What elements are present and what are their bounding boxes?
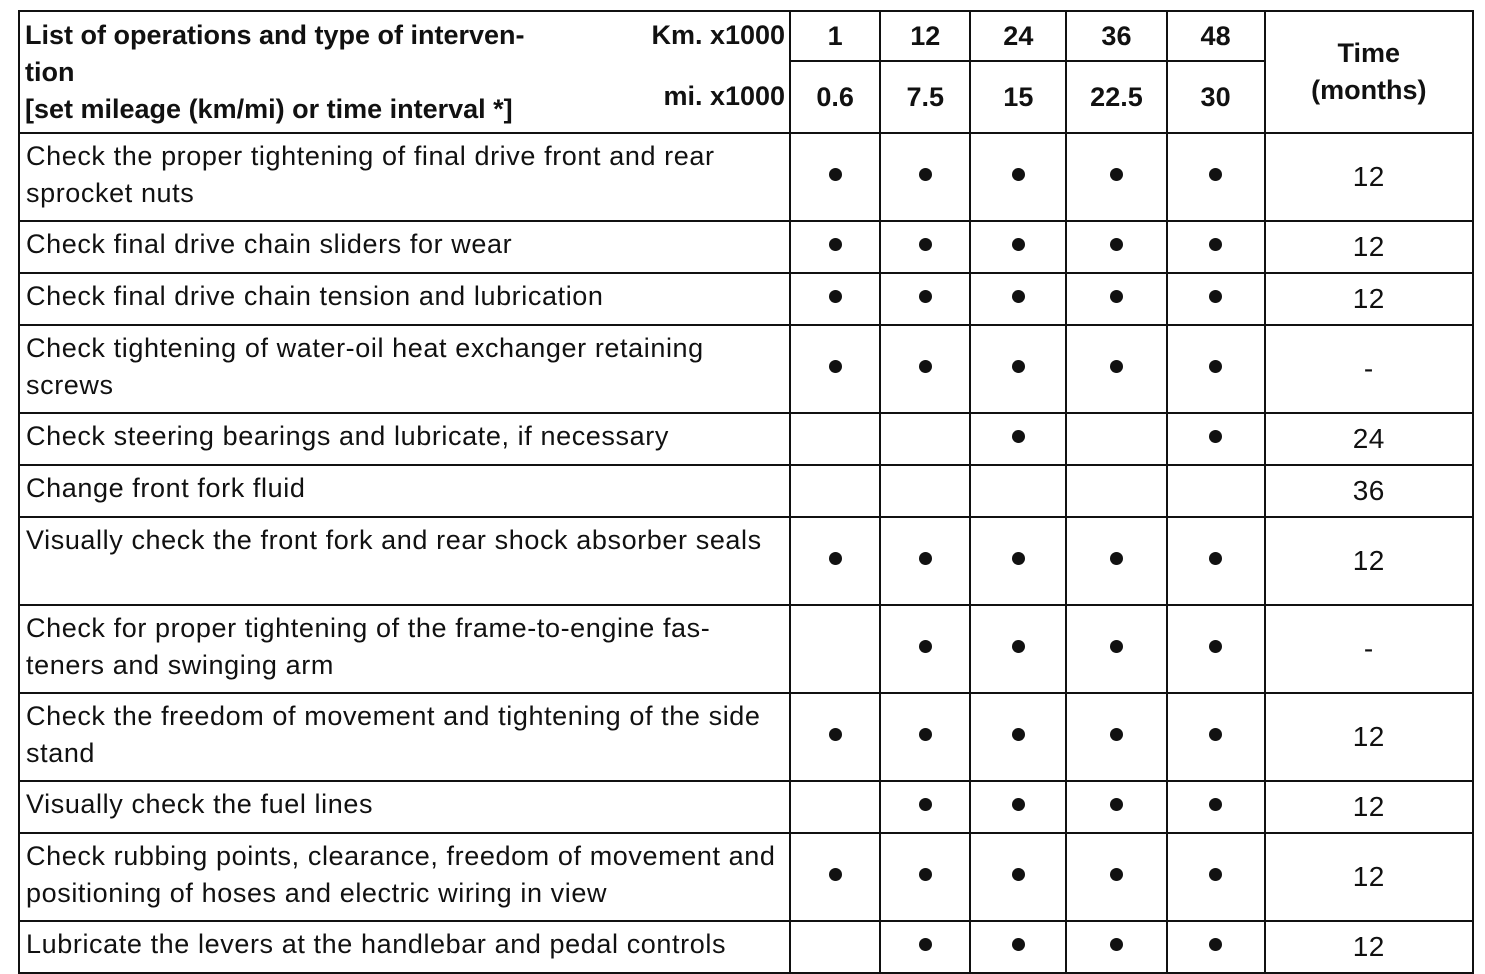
interval-cell-2	[880, 605, 970, 693]
interval-cell-4	[1066, 781, 1166, 833]
interval-cell-4	[1066, 413, 1166, 465]
scheduled-dot-icon	[1209, 360, 1222, 373]
scheduled-dot-icon	[829, 728, 842, 741]
interval-cell-5	[1167, 413, 1265, 465]
interval-cell-2	[880, 693, 970, 781]
header-operations-cell	[19, 11, 790, 133]
scheduled-dot-icon	[919, 640, 932, 653]
interval-cell-2	[880, 833, 970, 921]
scheduled-dot-icon	[1110, 640, 1123, 653]
interval-cell-3	[970, 693, 1066, 781]
interval-cell-1	[790, 273, 880, 325]
interval-cell-4	[1066, 325, 1166, 413]
scheduled-dot-icon	[1012, 430, 1025, 443]
operation-description: Check tightening of water-oil heat exchanger retaining screws	[19, 325, 790, 413]
header-time-months: Time (months)	[1265, 11, 1473, 133]
interval-cell-1	[790, 833, 880, 921]
interval-cell-4	[1066, 465, 1166, 517]
interval-cell-5	[1167, 325, 1265, 413]
operation-description: Check final drive chain sliders for wear	[19, 221, 790, 273]
scheduled-dot-icon	[1012, 360, 1025, 373]
interval-cell-2	[880, 921, 970, 973]
header-row-km	[19, 11, 1473, 61]
table-row	[19, 921, 1473, 973]
interval-cell-1	[790, 921, 880, 973]
interval-cell-3	[970, 413, 1066, 465]
scheduled-dot-icon	[1209, 798, 1222, 811]
interval-cell-5	[1167, 273, 1265, 325]
scheduled-dot-icon	[919, 290, 932, 303]
scheduled-dot-icon	[1012, 868, 1025, 881]
mi-interval-5: 30	[1167, 61, 1265, 133]
interval-cell-4	[1066, 133, 1166, 221]
scheduled-dot-icon	[919, 798, 932, 811]
km-interval-1: 1	[790, 11, 880, 61]
scheduled-dot-icon	[1012, 798, 1025, 811]
scheduled-dot-icon	[1110, 168, 1123, 181]
interval-cell-2	[880, 517, 970, 605]
table-row	[19, 605, 1473, 693]
table-row	[19, 465, 1473, 517]
interval-cell-5	[1167, 605, 1265, 693]
interval-cell-3	[970, 221, 1066, 273]
table-row	[19, 781, 1473, 833]
time-months-value: 12	[1265, 781, 1473, 833]
interval-cell-4	[1066, 693, 1166, 781]
time-months-value: 12	[1265, 693, 1473, 781]
operation-description: Check steering bearings and lubricate, if necessary	[19, 413, 790, 465]
interval-cell-2	[880, 133, 970, 221]
interval-cell-5	[1167, 833, 1265, 921]
scheduled-dot-icon	[829, 238, 842, 251]
mi-interval-1: 0.6	[790, 61, 880, 133]
interval-cell-4	[1066, 921, 1166, 973]
interval-cell-5	[1167, 221, 1265, 273]
km-unit-label: Km. x1000	[651, 20, 786, 50]
time-months-value: 12	[1265, 833, 1473, 921]
scheduled-dot-icon	[1209, 728, 1222, 741]
operation-description: Check rubbing points, clearance, freedom of movement and positioning of hoses and electric wiring in view	[19, 833, 790, 921]
km-interval-5: 48	[1167, 11, 1265, 61]
table-row	[19, 273, 1473, 325]
interval-cell-1	[790, 781, 880, 833]
interval-cell-2	[880, 273, 970, 325]
time-months-value: 12	[1265, 517, 1473, 605]
interval-cell-1	[790, 133, 880, 221]
scheduled-dot-icon	[829, 290, 842, 303]
interval-cell-2	[880, 465, 970, 517]
time-months-value: -	[1265, 325, 1473, 413]
interval-cell-5	[1167, 517, 1265, 605]
interval-cell-3	[970, 833, 1066, 921]
interval-cell-5	[1167, 133, 1265, 221]
interval-cell-1	[790, 221, 880, 273]
operation-description: Visually check the front fork and rear shock absorber seals	[19, 517, 790, 605]
scheduled-dot-icon	[1012, 290, 1025, 303]
operation-description: Check for proper tightening of the frame-to-engine fas- teners and swinging arm	[19, 605, 790, 693]
km-interval-4: 36	[1066, 11, 1166, 61]
scheduled-dot-icon	[1110, 938, 1123, 951]
interval-cell-1	[790, 413, 880, 465]
time-months-value: 12	[1265, 273, 1473, 325]
interval-cell-4	[1066, 273, 1166, 325]
scheduled-dot-icon	[1209, 640, 1222, 653]
interval-cell-5	[1167, 921, 1265, 973]
table-row	[19, 221, 1473, 273]
operation-description: Change front fork fluid	[19, 465, 790, 517]
scheduled-dot-icon	[919, 168, 932, 181]
interval-cell-5	[1167, 465, 1265, 517]
table-row	[19, 413, 1473, 465]
mi-interval-4: 22.5	[1066, 61, 1166, 133]
mi-interval-3: 15	[970, 61, 1066, 133]
scheduled-dot-icon	[829, 360, 842, 373]
scheduled-dot-icon	[1012, 238, 1025, 251]
scheduled-dot-icon	[1209, 552, 1222, 565]
interval-cell-3	[970, 517, 1066, 605]
interval-cell-1	[790, 517, 880, 605]
scheduled-dot-icon	[1012, 552, 1025, 565]
interval-cell-3	[970, 325, 1066, 413]
scheduled-dot-icon	[1110, 798, 1123, 811]
operation-description: Check the proper tightening of final drive front and rear sprocket nuts	[19, 133, 790, 221]
scheduled-dot-icon	[1209, 238, 1222, 251]
scheduled-dot-icon	[1209, 430, 1222, 443]
scheduled-dot-icon	[1110, 238, 1123, 251]
interval-cell-3	[970, 605, 1066, 693]
interval-cell-1	[790, 605, 880, 693]
interval-cell-2	[880, 413, 970, 465]
scheduled-dot-icon	[829, 168, 842, 181]
scheduled-dot-icon	[1110, 868, 1123, 881]
table-row	[19, 133, 1473, 221]
time-months-value: 12	[1265, 133, 1473, 221]
scheduled-dot-icon	[1110, 290, 1123, 303]
scheduled-dot-icon	[919, 868, 932, 881]
scheduled-dot-icon	[1110, 360, 1123, 373]
operation-description: Lubricate the levers at the handlebar and pedal controls	[19, 921, 790, 973]
scheduled-dot-icon	[1012, 728, 1025, 741]
interval-cell-4	[1066, 833, 1166, 921]
table-row	[19, 693, 1473, 781]
mi-unit-label: mi. x1000	[663, 81, 786, 111]
interval-cell-3	[970, 465, 1066, 517]
interval-cell-1	[790, 693, 880, 781]
interval-cell-5	[1167, 693, 1265, 781]
scheduled-dot-icon	[919, 728, 932, 741]
interval-cell-1	[790, 325, 880, 413]
scheduled-dot-icon	[1209, 938, 1222, 951]
interval-cell-5	[1167, 781, 1265, 833]
time-months-value: 24	[1265, 413, 1473, 465]
km-interval-3: 24	[970, 11, 1066, 61]
header-title: List of operations and type of interven- tion [set mileage (km/mi) or time interval *]	[25, 20, 525, 124]
interval-cell-4	[1066, 517, 1166, 605]
scheduled-dot-icon	[919, 238, 932, 251]
operation-description: Check final drive chain tension and lubrication	[19, 273, 790, 325]
operation-description: Visually check the fuel lines	[19, 781, 790, 833]
scheduled-dot-icon	[1209, 290, 1222, 303]
scheduled-dot-icon	[829, 868, 842, 881]
table-row	[19, 833, 1473, 921]
mi-interval-2: 7.5	[880, 61, 970, 133]
interval-cell-2	[880, 781, 970, 833]
operation-description: Check the freedom of movement and tightening of the side stand	[19, 693, 790, 781]
scheduled-dot-icon	[1209, 868, 1222, 881]
table-row	[19, 325, 1473, 413]
scheduled-dot-icon	[829, 552, 842, 565]
interval-cell-2	[880, 325, 970, 413]
interval-cell-4	[1066, 221, 1166, 273]
interval-cell-3	[970, 133, 1066, 221]
scheduled-dot-icon	[919, 552, 932, 565]
time-months-value: 12	[1265, 221, 1473, 273]
interval-cell-2	[880, 221, 970, 273]
scheduled-dot-icon	[1110, 728, 1123, 741]
time-months-value: -	[1265, 605, 1473, 693]
scheduled-dot-icon	[1012, 640, 1025, 653]
scheduled-dot-icon	[1012, 938, 1025, 951]
interval-cell-3	[970, 921, 1066, 973]
time-months-value: 12	[1265, 921, 1473, 973]
maintenance-schedule-table	[18, 10, 1474, 974]
interval-cell-3	[970, 273, 1066, 325]
scheduled-dot-icon	[1110, 552, 1123, 565]
scheduled-dot-icon	[919, 938, 932, 951]
km-interval-2: 12	[880, 11, 970, 61]
time-months-value: 36	[1265, 465, 1473, 517]
interval-cell-3	[970, 781, 1066, 833]
interval-cell-4	[1066, 605, 1166, 693]
scheduled-dot-icon	[919, 360, 932, 373]
scheduled-dot-icon	[1209, 168, 1222, 181]
scheduled-dot-icon	[1012, 168, 1025, 181]
table-row	[19, 517, 1473, 605]
interval-cell-1	[790, 465, 880, 517]
